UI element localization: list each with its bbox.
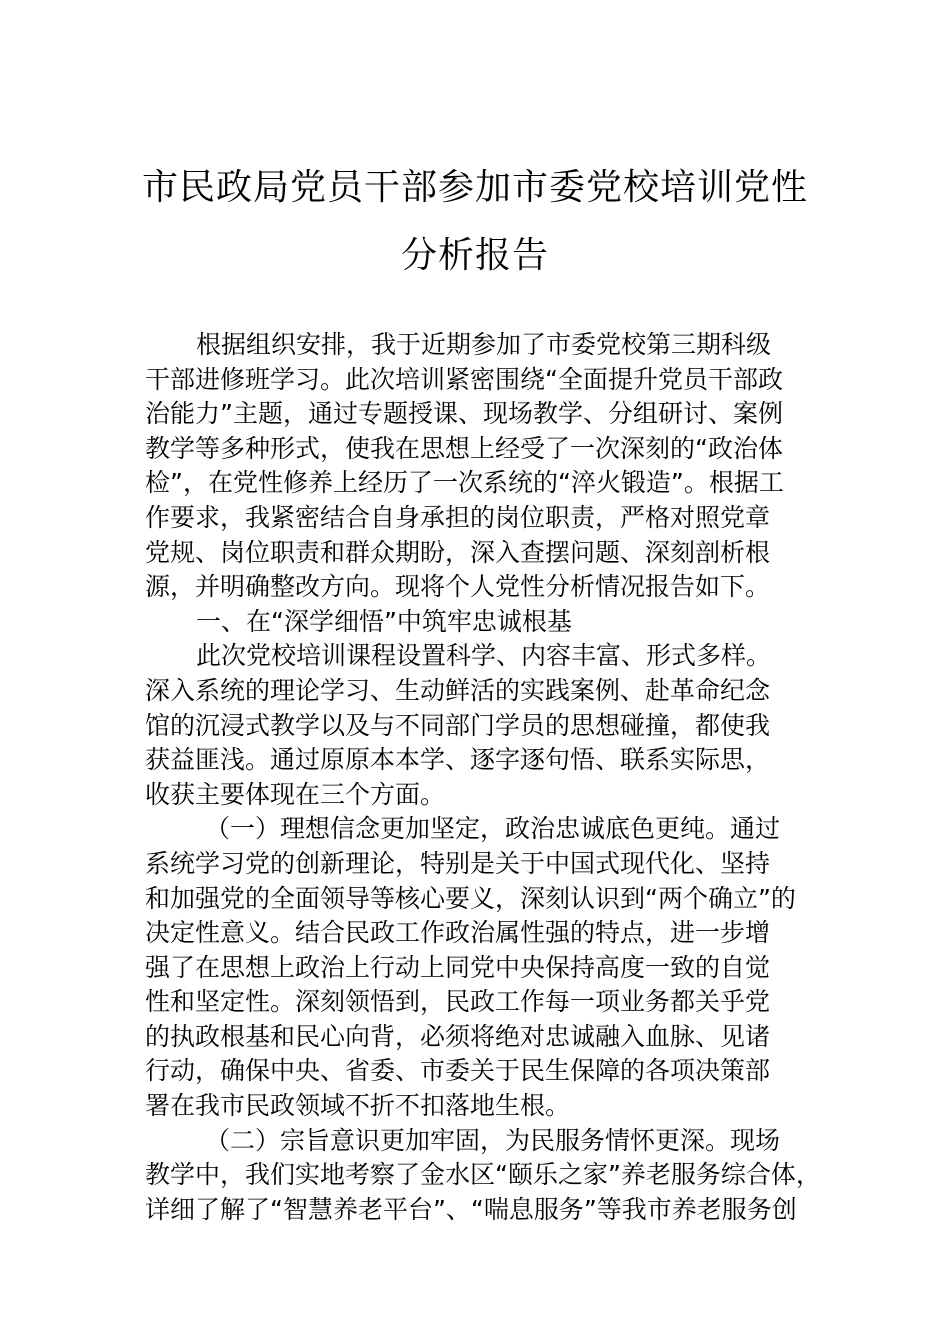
text-line: 详细了解了“智慧养老平台”、“喘息服务”等我市养老服务创 [145, 1194, 797, 1224]
text-line: 强了在思想上政治上行动上同党中央保持高度一致的自觉 [145, 952, 771, 982]
text-line: 决定性意义。结合民政工作政治属性强的特点，进一步增 [145, 918, 771, 948]
text-line: 行动，确保中央、省委、市委关于民生保障的各项决策部 [145, 1056, 771, 1086]
text-line: 此次党校培训课程设置科学、内容丰富、形式多样。 [196, 641, 772, 671]
text-line: 治能力”主题，通过专题授课、现场教学、分组研讨、案例 [145, 399, 783, 429]
text-line: 源，并明确整改方向。现将个人党性分析情况报告如下。 [145, 572, 771, 602]
text-line: 系统学习党的创新理论，特别是关于中国式现代化、坚持 [145, 848, 771, 878]
subsection-line: （一）理想信念更加坚定，政治忠诚底色更纯。通过 [205, 814, 781, 844]
text-line: 检”，在党性修养上经历了一次系统的“淬火锻造”。根据工 [145, 468, 784, 498]
section-heading: 一、在“深学细悟”中筑牢忠诚根基 [196, 606, 572, 636]
text-line: 性和坚定性。深刻领悟到，民政工作每一项业务都关乎党 [145, 987, 771, 1017]
document-title-line-2: 分析报告 [400, 235, 549, 276]
text-line: 馆的沉浸式教学以及与不同部门学员的思想碰撞，都使我 [145, 710, 771, 740]
text-line: 的执政根基和民心向背，必须将绝对忠诚融入血脉、见诸 [145, 1021, 771, 1051]
text-line: 教学中，我们实地考察了金水区“颐乐之家”养老服务综合体， [145, 1160, 821, 1190]
text-line: 深入系统的理论学习、生动鲜活的实践案例、赴革命纪念 [145, 675, 771, 705]
text-line: 署在我市民政领域不折不扣落地生根。 [145, 1091, 571, 1121]
text-line: 党规、岗位职责和群众期盼，深入查摆问题、深刻剖析根 [145, 537, 771, 567]
text-line: 和加强党的全面领导等核心要义，深刻认识到“两个确立”的 [145, 883, 796, 913]
text-line: 作要求，我紧密结合自身承担的岗位职责，严格对照党章 [145, 502, 771, 532]
text-line: 获益匪浅。通过原原本本学、逐字逐句悟、联系实际思， [145, 745, 771, 775]
text-line: 干部进修班学习。此次培训紧密围绕“全面提升党员干部政 [145, 364, 783, 394]
document-body [145, 328, 825, 1227]
subsection-line: （二）宗旨意识更加牢固，为民服务情怀更深。现场 [205, 1125, 781, 1155]
document-title-line-1: 市民政局党员干部参加市委党校培训党性 [141, 167, 808, 208]
text-line: 收获主要体现在三个方面。 [145, 779, 446, 809]
text-line: 根据组织安排，我于近期参加了市委党校第三期科级 [196, 330, 772, 359]
text-line: 教学等多种形式，使我在思想上经受了一次深刻的“政治体 [145, 433, 783, 463]
